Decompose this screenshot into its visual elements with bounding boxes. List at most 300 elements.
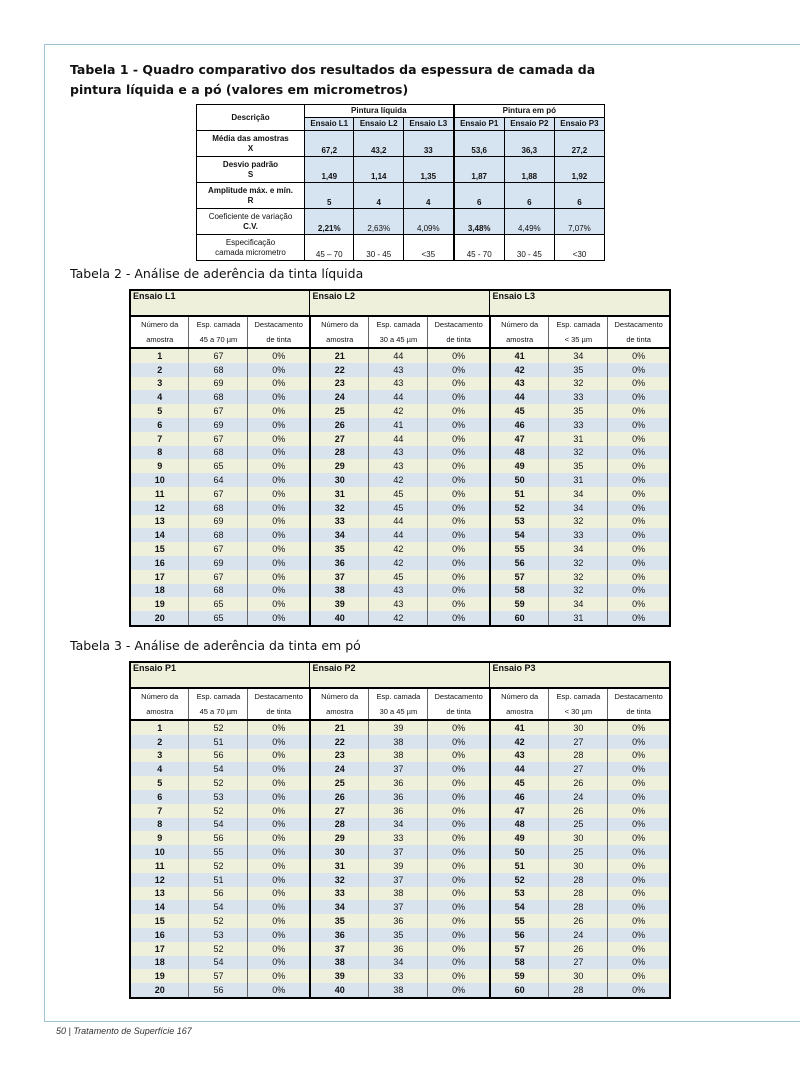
table2-data-cell: 0% [428,459,490,473]
table2-data-cell: 0% [428,501,490,515]
table3-data-cell: 48 [490,818,549,832]
table3-data-cell: 33 [369,831,428,845]
table3-data-cell: 0% [428,969,490,983]
table3-data-cell: 51 [189,735,248,749]
table2-subheader-cell: Destacamento [608,316,670,332]
table1-row-label-line2: X [247,143,254,153]
table2-data-cell: 57 [490,570,549,584]
table1-cell: 1,88 [504,157,554,183]
table2-data-cell: 0% [248,363,310,377]
table2-data-row [130,348,670,363]
table3-data-row [130,818,670,832]
table2-data-cell: 26 [310,418,369,432]
table1-row-label-line1: Especificação [225,237,276,247]
table2-data-cell: 0% [428,432,490,446]
table2-data-cell: 58 [490,584,549,598]
table3-data-cell: 27 [549,762,608,776]
table1-row [197,183,605,209]
table2-data-cell: 45 [369,570,428,584]
table2-data-cell: 0% [248,528,310,542]
table2-data-cell: 42 [369,556,428,570]
table2-data-cell: 42 [369,473,428,487]
table2-group-header-row [130,290,670,316]
table2-data-cell: 32 [549,446,608,460]
table3-data-cell: 31 [310,859,369,873]
table3-data-cell: 21 [310,720,369,735]
table1-cell: 2,21% [305,209,354,235]
table2-data-cell: 53 [490,515,549,529]
table2-data-cell: 6 [130,418,189,432]
table3-data-cell: 57 [189,969,248,983]
table3-data-cell: 54 [490,900,549,914]
table3-data-cell: 0% [248,776,310,790]
table3-data-row [130,776,670,790]
table2-data-cell: 68 [189,528,248,542]
table3-data-cell: 40 [310,983,369,998]
table1-row-label-line2: S [247,169,254,179]
table3-data-cell: 24 [549,790,608,804]
table2-data-cell: 33 [549,418,608,432]
table1-cell: 45 – 70 [305,235,354,261]
table3-data-cell: 43 [490,749,549,763]
table1-cell: 53,6 [454,131,505,157]
table2-data-cell: 32 [549,515,608,529]
table2-data-cell: 1 [130,348,189,363]
table3-data-cell: 24 [310,762,369,776]
table2-group-name: Ensaio L1 [130,290,310,316]
table2-data-cell: 0% [608,363,670,377]
table3-data-cell: 36 [369,804,428,818]
table2-data-cell: 0% [428,348,490,363]
table3-data-cell: 52 [189,942,248,956]
table2-data-cell: 43 [369,459,428,473]
table1-cell: 45 - 70 [454,235,505,261]
table1-title-line1: Tabela 1 - Quadro comparativo dos resultados da espessura de camada da [70,62,596,77]
table3-data-cell: 10 [130,845,189,859]
table2-data-cell: 65 [189,597,248,611]
table2-data-cell: 69 [189,377,248,391]
table3-data-cell: 0% [248,749,310,763]
table1-row [197,235,605,261]
table1-row-label [197,131,305,157]
table1-cell: 6 [504,183,554,209]
table2-data-cell: 68 [189,501,248,515]
table2-data-cell: 67 [189,487,248,501]
table2-subheader-cell: Destacamento [248,316,310,332]
table2-data-cell: 15 [130,542,189,556]
table1-row-label-line1: Média das amostras [212,133,289,143]
table3-data-cell: 0% [428,804,490,818]
table3-data-row [130,735,670,749]
table3-data-row [130,928,670,942]
table2-data-cell: 31 [549,432,608,446]
table3-data-cell: 54 [189,762,248,776]
table2-data-cell: 0% [248,404,310,418]
table2-data-cell: 3 [130,377,189,391]
table2-data-cell: 0% [608,348,670,363]
table3-subheader-row [130,688,670,704]
table2-data-cell: 20 [130,611,189,626]
table2-data-cell: 0% [608,473,670,487]
table2-data-cell: 59 [490,597,549,611]
table2-data-cell: 51 [490,487,549,501]
table2-data-cell: 44 [369,348,428,363]
table1-row [197,209,605,235]
table3-data-cell: 35 [369,928,428,942]
table3-data-cell: 51 [189,873,248,887]
table3-data-cell: 0% [248,914,310,928]
table3-data-cell: 0% [608,859,670,873]
table1-cell: 30 - 45 [354,235,403,261]
table2-data-cell: 8 [130,446,189,460]
table2-data-cell: 11 [130,487,189,501]
table1-cell: 5 [305,183,354,209]
table3-data-cell: 28 [549,900,608,914]
table2-data-cell: 0% [608,570,670,584]
table2-data-cell: 0% [608,446,670,460]
table3-data-row [130,790,670,804]
table1-body [197,131,605,261]
table3-data-cell: 47 [490,804,549,818]
table2-data-cell: 34 [310,528,369,542]
table2-data-cell: 0% [248,570,310,584]
table1-col-header: Ensaio L3 [403,118,453,131]
table2-data-cell: 0% [248,611,310,626]
table2-data-cell: 67 [189,404,248,418]
table2-data-cell: 65 [189,459,248,473]
table2-data-cell: 0% [428,515,490,529]
table2-data-cell: 44 [490,390,549,404]
table3-subheader-cell: Número da [490,688,549,704]
table2-subheader-cell: amostra [310,332,369,348]
table3-data-cell: 26 [549,914,608,928]
table2-data-cell: 44 [369,432,428,446]
table3-data-cell: 0% [428,859,490,873]
table3-data-cell: 30 [549,859,608,873]
table3-data-cell: 0% [248,845,310,859]
table3-data-cell: 54 [189,900,248,914]
table2-subheader-cell: amostra [130,332,189,348]
table3-data-cell: 20 [130,983,189,998]
table3-data-cell: 30 [549,831,608,845]
table3-data-cell: 4 [130,762,189,776]
table2-group-name: Ensaio L2 [310,290,490,316]
table1-cell: 4,49% [504,209,554,235]
table2-data-cell: 14 [130,528,189,542]
table2-data-cell: 0% [248,597,310,611]
table2-data-cell: 16 [130,556,189,570]
table2-data-cell: 0% [608,459,670,473]
table2-data-cell: 25 [310,404,369,418]
table2-data-cell: 7 [130,432,189,446]
table2-data-cell: 0% [428,611,490,626]
table3-data-cell: 23 [310,749,369,763]
table3-data-cell: 55 [490,914,549,928]
table3 [129,661,671,999]
table2-data-cell: 67 [189,570,248,584]
table3-data-cell: 0% [248,900,310,914]
table2-data-cell: 18 [130,584,189,598]
table3-data-cell: 26 [549,804,608,818]
table2-data-cell: 34 [549,542,608,556]
table3-data-cell: 0% [248,762,310,776]
table3-data-cell: 0% [608,762,670,776]
table1-col-header: Ensaio L1 [305,118,354,131]
table2-data-cell: 33 [549,528,608,542]
table3-data-cell: 36 [369,776,428,790]
table2-data-row [130,404,670,418]
table3-data-cell: 2 [130,735,189,749]
table2-data-cell: 47 [490,432,549,446]
table2-data-row [130,363,670,377]
table3-data-cell: 19 [130,969,189,983]
table1-cell: 1,49 [305,157,354,183]
table3-subheader-cell: Número da [130,688,189,704]
table3-data-cell: 15 [130,914,189,928]
table1-cell: <35 [403,235,453,261]
table2-title: Tabela 2 - Análise de aderência da tinta líquida [70,266,364,281]
table3-data-cell: 0% [608,928,670,942]
table2-data-cell: 31 [310,487,369,501]
table2-data-row [130,501,670,515]
table3-data-row [130,887,670,901]
table2-data-cell: 17 [130,570,189,584]
table2-data-cell: 35 [549,363,608,377]
table2-data-cell: 24 [310,390,369,404]
table2-data-cell: 34 [549,597,608,611]
table3-data-cell: 25 [549,818,608,832]
table1-cell: 1,87 [454,157,505,183]
table2-data-cell: 48 [490,446,549,460]
table2-data-cell: 0% [428,597,490,611]
table3-data-cell: 37 [369,845,428,859]
table3-data-cell: 0% [248,969,310,983]
table3-data-cell: 59 [490,969,549,983]
table3-data-cell: 0% [428,818,490,832]
table1-col-header: Ensaio P1 [454,118,505,131]
table3-data-cell: 0% [248,928,310,942]
table3-data-cell: 49 [490,831,549,845]
table3-data-cell: 0% [248,818,310,832]
table3-data-cell: 7 [130,804,189,818]
table3-data-cell: 42 [490,735,549,749]
table3-data-cell: 0% [608,914,670,928]
table2-data-cell: 45 [369,501,428,515]
table2-subheader-cell: Número da [130,316,189,332]
table3-data-row [130,914,670,928]
table2-subheader-cell: amostra [490,332,549,348]
table2-data-cell: 41 [369,418,428,432]
table2-subheader-cell: 45 a 70 µm [189,332,248,348]
table3-data-cell: 0% [428,831,490,845]
table3-data-cell: 16 [130,928,189,942]
table3-data-cell: 17 [130,942,189,956]
table3-data-cell: 36 [369,790,428,804]
table3-subheader-cell: Esp. camada [369,688,428,704]
table3-data-cell: 51 [490,859,549,873]
table2-data-cell: 0% [608,556,670,570]
table3-data-cell: 0% [428,845,490,859]
table2-data-cell: 0% [248,556,310,570]
table3-data-cell: 58 [490,956,549,970]
table2-data-cell: 42 [490,363,549,377]
table2-data-cell: 0% [248,390,310,404]
table3-data-cell: 0% [428,873,490,887]
table3-data-cell: 0% [428,956,490,970]
table2-data-cell: 0% [428,404,490,418]
table3-data-cell: 27 [549,735,608,749]
table1-row-label-line2: camada micrometro [215,247,286,257]
table3-data-cell: 30 [310,845,369,859]
table2-data-cell: 43 [369,446,428,460]
table2-data-cell: 0% [428,390,490,404]
table2-data-cell: 0% [608,377,670,391]
table3-data-cell: 0% [608,845,670,859]
table3-subheader-cell: Destacamento [608,688,670,704]
table3-data-cell: 38 [369,749,428,763]
table3-data-cell: 39 [310,969,369,983]
table2-data-cell: 44 [369,528,428,542]
table3-data-cell: 0% [608,831,670,845]
table1-row [197,131,605,157]
table2-data-cell: 12 [130,501,189,515]
table2-data-cell: 43 [490,377,549,391]
table3-data-row [130,873,670,887]
table2-data-cell: 0% [608,404,670,418]
table2-data-cell: 9 [130,459,189,473]
table2-data-cell: 43 [369,597,428,611]
table1-row-label [197,235,305,261]
table2-data-row [130,570,670,584]
table2-data-cell: 0% [248,542,310,556]
table2-subheader-cell: Esp. camada [189,316,248,332]
table2-data-cell: 0% [608,390,670,404]
table2-subheader-cell: 30 a 45 µm [369,332,428,348]
table3-data-cell: 0% [428,928,490,942]
table2-data-cell: 52 [490,501,549,515]
table1-row-label [197,157,305,183]
table2-data-cell: 60 [490,611,549,626]
table2-data-row [130,432,670,446]
table3-data-cell: 25 [549,845,608,859]
table1-col-header: Ensaio P3 [554,118,604,131]
table3-data-cell: 0% [428,790,490,804]
table3-data-cell: 30 [549,969,608,983]
table2-data-cell: 32 [549,570,608,584]
table3-subheader-cell: de tinta [608,704,670,720]
table3-data-cell: 33 [310,887,369,901]
table3-subheader-cell: Destacamento [428,688,490,704]
table1-title [70,60,595,100]
table3-data-cell: 0% [608,956,670,970]
table3-data-cell: 38 [369,735,428,749]
table2-data-cell: 69 [189,418,248,432]
table3-subheader-cell: 30 a 45 µm [369,704,428,720]
table2-data-cell: 33 [310,515,369,529]
table2-data-cell: 0% [428,528,490,542]
table3-data-cell: 38 [369,983,428,998]
table2-data-cell: 32 [310,501,369,515]
table1-cell: 36,3 [504,131,554,157]
table2-data-cell: 0% [608,584,670,598]
table2-data-cell: 0% [428,446,490,460]
table3-group-name: Ensaio P3 [490,662,670,688]
table1-cell: 6 [454,183,505,209]
table2-data-cell: 54 [490,528,549,542]
table3-data-cell: 45 [490,776,549,790]
table3-data-cell: 0% [608,900,670,914]
table1-cell: 1,92 [554,157,604,183]
table2-data-cell: 0% [248,459,310,473]
table3-data-cell: 18 [130,956,189,970]
table2-data-cell: 43 [369,377,428,391]
table2-data-row [130,611,670,626]
table2-data-cell: 31 [549,611,608,626]
table2-data-row [130,487,670,501]
table3-data-row [130,845,670,859]
table3-data-cell: 0% [608,776,670,790]
table2-subheader-cell: Esp. camada [549,316,608,332]
table3-data-cell: 53 [189,928,248,942]
table2-data-cell: 0% [248,515,310,529]
table2-data-cell: 0% [428,556,490,570]
table2-data-cell: 0% [608,501,670,515]
table3-data-cell: 26 [549,776,608,790]
table3-data-cell: 53 [490,887,549,901]
table2-subheader-cell: Número da [310,316,369,332]
table2-data-cell: 0% [248,487,310,501]
table2-data-cell: 32 [549,584,608,598]
table2-data-cell: 55 [490,542,549,556]
table3-data-cell: 34 [369,818,428,832]
table3-data-cell: 39 [369,720,428,735]
table3-data-cell: 28 [549,749,608,763]
table3-subheader-cell: < 30 µm [549,704,608,720]
table3-data-cell: 0% [608,735,670,749]
table2-data-cell: 68 [189,390,248,404]
table2-data-cell: 33 [549,390,608,404]
table1-col-header: Ensaio P2 [504,118,554,131]
table2-data-cell: 42 [369,404,428,418]
table3-data-cell: 50 [490,845,549,859]
table3-subheader-cell: Destacamento [248,688,310,704]
table2-subheader-cell: de tinta [608,332,670,348]
table3-data-cell: 0% [608,790,670,804]
table2-data-cell: 44 [369,390,428,404]
table2-data-cell: 21 [310,348,369,363]
table3-data-cell: 30 [549,720,608,735]
table1-row-label [197,209,305,235]
table2-data-cell: 5 [130,404,189,418]
table3-data-cell: 52 [189,859,248,873]
table3-data-row [130,983,670,998]
table2-data-cell: 0% [248,418,310,432]
table1-row-label-line2: C.V. [243,221,258,231]
table3-data-cell: 26 [549,942,608,956]
table2-data-cell: 2 [130,363,189,377]
table3-data-cell: 0% [248,804,310,818]
table2-data-cell: 0% [608,528,670,542]
table2-subheader-cell: de tinta [248,332,310,348]
table2-data-cell: 22 [310,363,369,377]
table3-data-cell: 0% [428,762,490,776]
table2-data-cell: 10 [130,473,189,487]
table2-data-row [130,459,670,473]
table3-data-cell: 56 [189,887,248,901]
table3-data-cell: 36 [369,914,428,928]
table2-data-cell: 68 [189,584,248,598]
table2-data-cell: 67 [189,542,248,556]
